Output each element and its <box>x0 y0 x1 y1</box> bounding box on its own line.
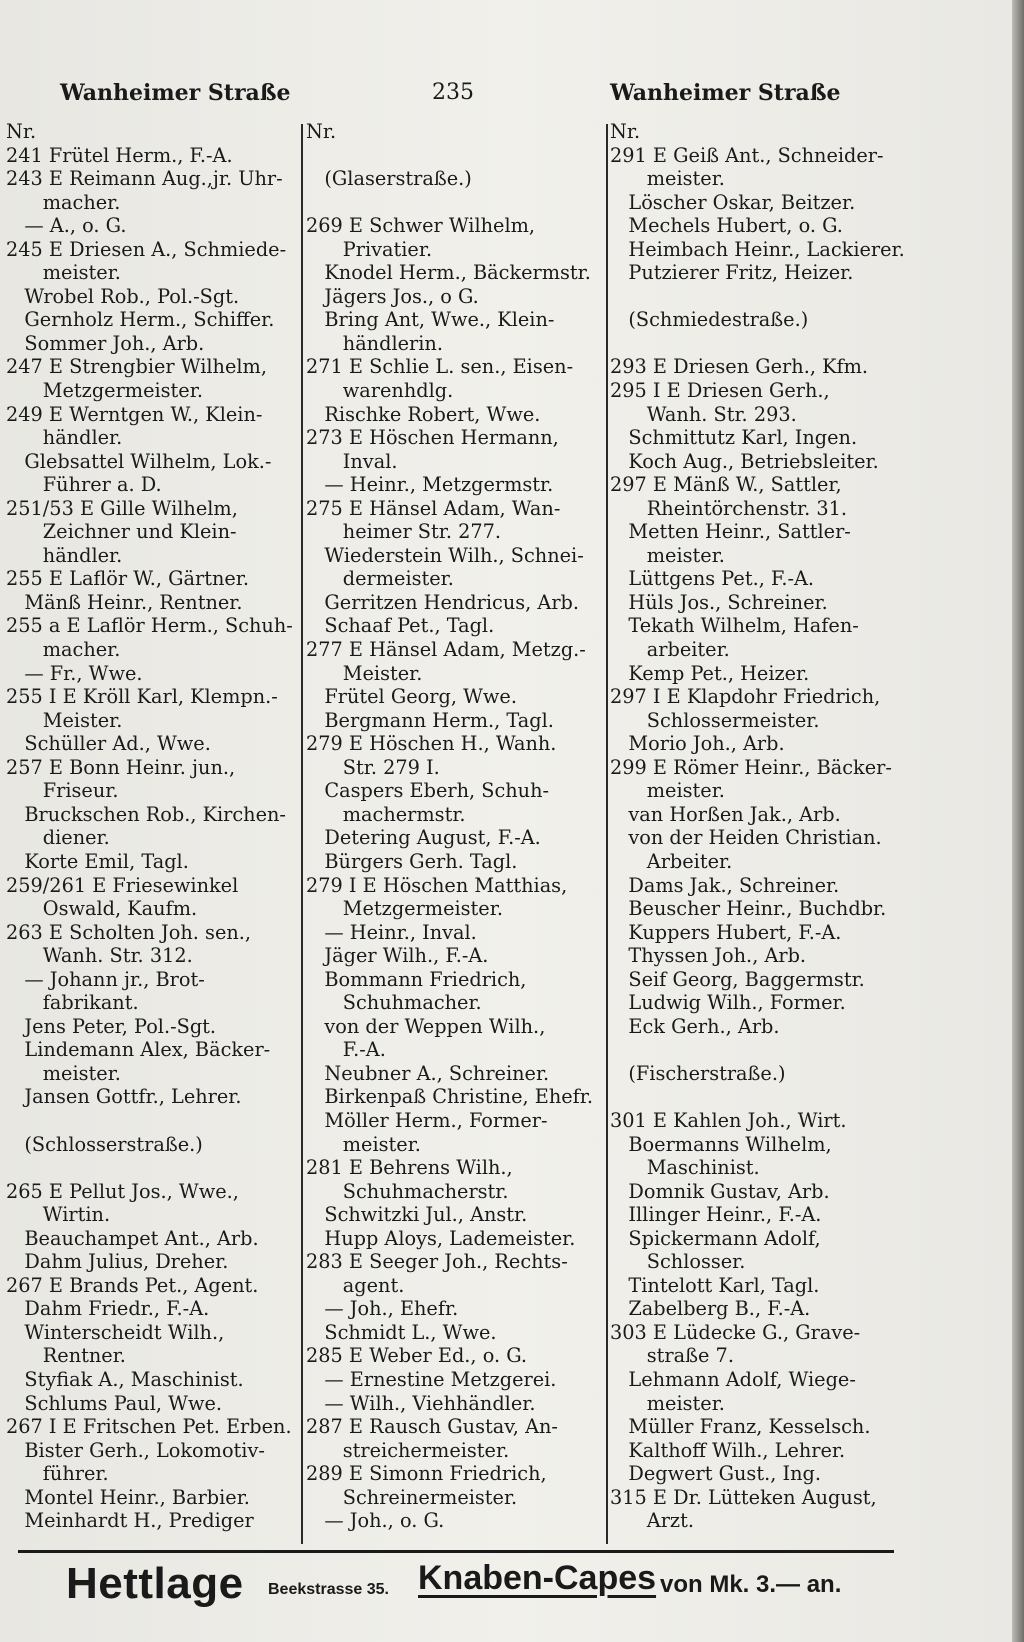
directory-entry-line: 247 E Strengbier Wilhelm, <box>6 355 267 379</box>
directory-entry-line: Rischke Robert, Wwe. <box>306 402 541 426</box>
ad-brand: Hettlage <box>66 1559 244 1608</box>
directory-entry-line: — Fr., Wwe. <box>6 661 143 685</box>
directory-entry-line: — Heinr., Metzgermstr. <box>306 473 554 497</box>
directory-entry-line: machermstr. <box>306 802 466 826</box>
directory-entry-line: Schuhmacherstr. <box>306 1179 509 1203</box>
ad-address: Beekstrasse 35. <box>268 1581 389 1598</box>
directory-entry-line: Beauchampet Ant., Arb. <box>6 1226 259 1250</box>
directory-entry-line: Bommann Friedrich, <box>306 967 527 991</box>
directory-entry-line: Bister Gerh., Lokomotiv- <box>6 1438 265 1462</box>
directory-entry-line: Koch Aug., Betriebsleiter. <box>610 449 879 473</box>
directory-entry-line: 263 E Scholten Joh. sen., <box>6 920 252 944</box>
directory-entry-line: Dahm Julius, Dreher. <box>6 1250 229 1274</box>
directory-entry-line <box>610 332 910 356</box>
directory-entry-line: Detering August, F.-A. <box>306 826 541 850</box>
directory-column-right <box>610 120 910 1550</box>
directory-entry-line: 245 E Driesen A., Schmiede- <box>6 237 287 261</box>
directory-entry-line: Müller Franz, Kesselsch. <box>610 1415 871 1439</box>
directory-entry-line: Meister. <box>6 708 123 732</box>
footer-divider <box>18 1550 894 1553</box>
directory-entry-line: Arzt. <box>610 1509 694 1533</box>
directory-entry-line: Wiederstein Wilh., Schnei- <box>306 543 584 567</box>
directory-entry-line: — Heinr., Inval. <box>306 920 477 944</box>
directory-entry-line: Caspers Eberh, Schuh- <box>306 779 550 803</box>
directory-entry-line: Str. 279 I. <box>306 755 440 779</box>
directory-entry-line: 285 E Weber Ed., o. G. <box>306 1344 528 1368</box>
directory-entry-line: Wirtin. <box>6 1203 111 1227</box>
directory-entry-line: Nr. <box>610 120 641 143</box>
directory-entry-line: Montel Heinr., Barbier. <box>6 1485 250 1509</box>
directory-entry-line: 279 E Höschen H., Wanh. <box>306 732 557 756</box>
directory-entry-line <box>306 191 602 215</box>
directory-entry-line: Kuppers Hubert, F.-A. <box>610 920 842 944</box>
directory-entry-line <box>6 1156 296 1180</box>
directory-entry-line: meister. <box>610 167 725 191</box>
directory-entry-line: 255 I E Kröll Karl, Klempn.- <box>6 685 278 709</box>
directory-entry-line: Kalthoff Wilh., Lehrer. <box>610 1438 846 1462</box>
directory-entry-line: F.-A. <box>306 1038 386 1062</box>
directory-entry-line: 271 E Schlie L. sen., Eisen- <box>306 355 574 379</box>
directory-entry-line: fabrikant. <box>6 991 139 1015</box>
directory-entry-line: — Joh., o. G. <box>306 1509 445 1533</box>
directory-entry-line: Morio Joh., Arb. <box>610 732 785 756</box>
directory-entry-line: Zabelberg B., F.-A. <box>610 1297 811 1321</box>
directory-entry-line: 289 E Simonn Friedrich, <box>306 1462 547 1486</box>
directory-entry-line: Birkenpaß Christine, Ehefr. <box>306 1085 594 1109</box>
directory-entry-line: Wrobel Rob., Pol.-Sgt. <box>6 284 240 308</box>
directory-entry-line: Putzierer Fritz, Heizer. <box>610 261 854 285</box>
directory-entry-line: meister. <box>6 261 121 285</box>
directory-entry-line: Styfiak A., Maschinist. <box>6 1367 244 1391</box>
column-divider <box>301 124 303 1544</box>
directory-entry-line: Tekath Wilhelm, Hafen- <box>610 614 859 638</box>
directory-entry-line: Korte Emil, Tagl. <box>6 849 189 873</box>
directory-entry-line: Schlossermeister. <box>610 708 820 732</box>
directory-entry-line: Eck Gerh., Arb. <box>610 1014 780 1038</box>
directory-entry-line: Jens Peter, Pol.-Sgt. <box>6 1014 217 1038</box>
directory-entry-line: 295 I E Driesen Gerh., <box>610 379 830 403</box>
directory-entry-line: Lindemann Alex, Bäcker- <box>6 1038 271 1062</box>
header-street-left: Wanheimer Straße <box>60 80 291 106</box>
directory-entry-line: Knodel Herm., Bäckermstr. <box>306 261 591 285</box>
directory-entry-line: Meister. <box>306 661 423 685</box>
directory-entry-line: Löscher Oskar, Beitzer. <box>610 190 856 214</box>
directory-entry-line: meister. <box>610 543 725 567</box>
directory-entry-line: von der Heiden Christian. <box>610 826 882 850</box>
ad-product: Knaben-Capes <box>418 1559 657 1597</box>
page-header <box>0 74 1000 114</box>
directory-entry-line: Degwert Gust., Ing. <box>610 1462 821 1486</box>
directory-entry-line: 279 I E Höschen Matthias, <box>306 873 568 897</box>
directory-entry-line: — A., o. G. <box>6 214 127 238</box>
directory-entry-line: 301 E Kahlen Joh., Wirt. <box>610 1108 847 1132</box>
directory-entry-line <box>610 1038 910 1062</box>
directory-entry-line: Schlosser. <box>610 1250 746 1274</box>
column-divider <box>606 124 608 1544</box>
directory-entry-line: 293 E Driesen Gerh., Kfm. <box>610 355 869 379</box>
directory-entry-line: Metten Heinr., Sattler- <box>610 520 851 544</box>
directory-entry-line: Hupp Aloys, Lademeister. <box>306 1226 576 1250</box>
directory-entry-line: Führer a. D. <box>6 473 162 497</box>
directory-entry-line: Boermanns Wilhelm, <box>610 1132 832 1156</box>
directory-entry-line: 287 E Rausch Gustav, An- <box>306 1415 558 1439</box>
directory-entry-line: Meinhardt H., Prediger <box>6 1509 254 1533</box>
directory-column-middle <box>306 120 602 1550</box>
page-number: 235 <box>432 80 474 105</box>
directory-entry-line: (Schlosserstraße.) <box>6 1132 203 1156</box>
directory-entry-line: Bergmann Herm., Tagl. <box>306 708 554 732</box>
directory-entry-line: — Wilh., Viehhändler. <box>306 1391 536 1415</box>
directory-entry-line: Gerritzen Hendricus, Arb. <box>306 590 580 614</box>
directory-entry-line: meister. <box>6 1061 121 1085</box>
directory-entry-line: Arbeiter. <box>610 849 733 873</box>
directory-entry-line: Seif Georg, Baggermstr. <box>610 967 865 991</box>
header-street-right: Wanheimer Straße <box>610 80 841 106</box>
directory-entry-line: meister. <box>610 779 725 803</box>
directory-entry-line: Schmidt L., Wwe. <box>306 1320 497 1344</box>
directory-entry-line: streichermeister. <box>306 1438 510 1462</box>
directory-entry-line <box>610 285 910 309</box>
directory-entry-line: Inval. <box>306 449 398 473</box>
directory-entry-line: straße 7. <box>610 1344 734 1368</box>
directory-entry-line: Oswald, Kaufm. <box>6 897 198 921</box>
directory-entry-line: 267 I E Fritschen Pet. Erben. <box>6 1415 292 1439</box>
directory-entry-line: Bruckschen Rob., Kirchen- <box>6 802 286 826</box>
directory-entry-line: 249 E Werntgen W., Klein- <box>6 402 263 426</box>
directory-entry-line: Jäger Wilh., F.-A. <box>306 944 489 968</box>
directory-entry-line <box>306 144 602 168</box>
directory-entry-line: Metzgermeister. <box>306 897 503 921</box>
directory-entry-line: (Glaserstraße.) <box>306 167 472 191</box>
directory-entry-line: von der Weppen Wilh., <box>306 1014 546 1038</box>
directory-entry-line: Winterscheidt Wilh., <box>6 1320 225 1344</box>
directory-entry-line: 275 E Hänsel Adam, Wan- <box>306 496 561 520</box>
directory-entry-line: — Johann jr., Brot- <box>6 967 205 991</box>
directory-entry-line: Domnik Gustav, Arb. <box>610 1179 830 1203</box>
directory-entry-line: Neubner A., Schreiner. <box>306 1061 550 1085</box>
directory-entry-line: dermeister. <box>306 567 454 591</box>
directory-entry-line: — Joh., Ehefr. <box>306 1297 459 1321</box>
directory-entry-line: Beuscher Heinr., Buchdbr. <box>610 897 887 921</box>
directory-entry-line: 283 E Seeger Joh., Rechts- <box>306 1250 568 1274</box>
ad-price: von Mk. 3.— an. <box>660 1571 842 1598</box>
directory-entry-line: — Ernestine Metzgerei. <box>306 1367 557 1391</box>
directory-entry-line: meister. <box>610 1391 725 1415</box>
directory-entry-line: Bürgers Gerh. Tagl. <box>306 849 518 873</box>
directory-entry-line: 277 E Hänsel Adam, Metzg.- <box>306 638 586 662</box>
advertisement-banner <box>66 1555 926 1625</box>
directory-entry-line: macher. <box>6 638 121 662</box>
directory-entry-line <box>610 1085 910 1109</box>
directory-entry-line: Thyssen Joh., Arb. <box>610 944 807 968</box>
directory-entry-line: Rentner. <box>6 1344 126 1368</box>
directory-entry-line: 273 E Höschen Hermann, <box>306 426 559 450</box>
directory-entry-line: 299 E Römer Heinr., Bäcker- <box>610 755 892 779</box>
directory-entry-line: 303 E Lüdecke G., Grave- <box>610 1320 861 1344</box>
directory-entry-line: Kemp Pet., Heizer. <box>610 661 810 685</box>
directory-entry-line: 281 E Behrens Wilh., <box>306 1156 513 1180</box>
directory-entry-line: Schuhmacher. <box>306 991 482 1015</box>
directory-entry-line: Schlums Paul, Wwe. <box>6 1391 223 1415</box>
directory-entry-line: 297 E Mänß W., Sattler, <box>610 473 842 497</box>
directory-entry-line: van Horßen Jak., Arb. <box>610 802 841 826</box>
directory-entry-line: Nr. <box>6 120 37 143</box>
directory-entry-line: Zeichner und Klein- <box>6 520 237 544</box>
directory-entry-line: 291 E Geiß Ant., Schneider- <box>610 143 884 167</box>
page-edge-shadow <box>1012 0 1024 1642</box>
directory-entry-line: Schreinermeister. <box>306 1485 518 1509</box>
directory-entry-line: Maschinist. <box>610 1156 760 1180</box>
directory-entry-line: heimer Str. 277. <box>306 520 502 544</box>
directory-entry-line: Metzgermeister. <box>6 379 203 403</box>
directory-entry-line: 297 I E Klapdohr Friedrich, <box>610 685 881 709</box>
directory-entry-line: 241 Frütel Herm., F.-A. <box>6 143 233 167</box>
directory-entry-line: Schmittutz Karl, Ingen. <box>610 426 858 450</box>
directory-entry-line: 269 E Schwer Wilhelm, <box>306 214 536 238</box>
directory-entry-line: Dahm Friedr., F.-A. <box>6 1297 210 1321</box>
directory-entry-line: 255 a E Laflör Herm., Schuh- <box>6 614 293 638</box>
directory-entry-line: Möller Herm., Former- <box>306 1108 548 1132</box>
directory-entry-line: Wanh. Str. 312. <box>6 944 193 968</box>
directory-entry-line: Schüller Ad., Wwe. <box>6 732 211 756</box>
directory-entry-line <box>6 1109 296 1133</box>
directory-entry-line: Sommer Joh., Arb. <box>6 331 205 355</box>
directory-entry-line: Tintelott Karl, Tagl. <box>610 1273 820 1297</box>
directory-entry-line: händlerin. <box>306 331 443 355</box>
directory-entry-line: 265 E Pellut Jos., Wwe., <box>6 1179 239 1203</box>
directory-entry-line: Schwitzki Jul., Anstr. <box>306 1203 528 1227</box>
directory-entry-line: Wanh. Str. 293. <box>610 402 797 426</box>
directory-entry-line: Glebsattel Wilhelm, Lok.- <box>6 449 272 473</box>
directory-entry-line: Rheintörchenstr. 31. <box>610 496 847 520</box>
directory-entry-line: 243 E Reimann Aug.,jr. Uhr- <box>6 167 283 191</box>
directory-entry-line: (Fischerstraße.) <box>610 1061 786 1085</box>
directory-entry-line: (Schmiedestraße.) <box>610 308 809 332</box>
directory-entry-line: führer. <box>6 1462 109 1486</box>
directory-entry-line: Jansen Gottfr., Lehrer. <box>6 1085 242 1109</box>
directory-entry-line: Jägers Jos., o G. <box>306 284 479 308</box>
directory-entry-line: macher. <box>6 190 121 214</box>
directory-entry-line: Schaaf Pet., Tagl. <box>306 614 495 638</box>
directory-entry-line: händler. <box>6 426 123 450</box>
directory-entry-line: 257 E Bonn Heinr. jun., <box>6 755 236 779</box>
directory-entry-line: Illinger Heinr., F.-A. <box>610 1203 822 1227</box>
directory-entry-line: Bring Ant, Wwe., Klein- <box>306 308 555 332</box>
directory-entry-line: meister. <box>306 1132 421 1156</box>
directory-entry-line: Gernholz Herm., Schiffer. <box>6 308 275 332</box>
directory-entry-line: Friseur. <box>6 779 119 803</box>
directory-entry-line: agent. <box>306 1273 405 1297</box>
directory-entry-line: warenhdlg. <box>306 379 454 403</box>
directory-entry-line: diener. <box>6 826 110 850</box>
directory-entry-line: händler. <box>6 543 123 567</box>
directory-entry-line: Hüls Jos., Schreiner. <box>610 590 828 614</box>
directory-entry-line: Privatier. <box>306 237 433 261</box>
directory-entry-line: Nr. <box>306 120 337 143</box>
directory-entry-line: arbeiter. <box>610 638 730 662</box>
directory-entry-line: Frütel Georg, Wwe. <box>306 685 517 709</box>
directory-entry-line: Mechels Hubert, o. G. <box>610 214 843 238</box>
directory-entry-line: Heimbach Heinr., Lackierer. <box>610 237 905 261</box>
directory-entry-line: 267 E Brands Pet., Agent. <box>6 1273 259 1297</box>
directory-entry-line: Ludwig Wilh., Former. <box>610 991 846 1015</box>
directory-entry-line: 255 E Laflör W., Gärtner. <box>6 567 249 591</box>
directory-entry-line: Lüttgens Pet., F.-A. <box>610 567 815 591</box>
directory-entry-line: Spickermann Adolf, <box>610 1226 821 1250</box>
directory-column-left <box>6 120 296 1550</box>
directory-entry-line: Mänß Heinr., Rentner. <box>6 590 243 614</box>
directory-entry-line: 251/53 E Gille Wilhelm, <box>6 496 238 520</box>
directory-entry-line: Dams Jak., Schreiner. <box>610 873 840 897</box>
directory-entry-line: Lehmann Adolf, Wiege- <box>610 1367 856 1391</box>
directory-entry-line: 315 E Dr. Lütteken August, <box>610 1485 877 1509</box>
directory-entry-line: 259/261 E Friesewinkel <box>6 873 239 897</box>
